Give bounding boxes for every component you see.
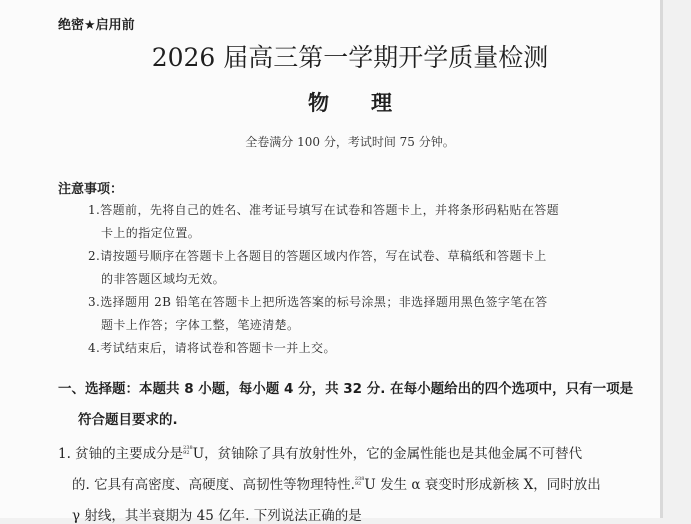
notice-line: 1.答题前，先将自己的姓名、准考证号填写在试卷和答题卡上，并将条形码粘贴在答题 (88, 203, 560, 217)
question-1-line-1: 1. 贫铀的主要成分是$^{238 92}$ U，贫铀除了具有放射性外，它的金属性能也是其他金属不可替代 (58, 445, 583, 462)
notice-line: 题卡上作答；字体工整，笔迹清楚。 (101, 318, 300, 332)
notice-line: 的非答题区域均无效。 (101, 272, 226, 286)
notice-line: 3.选择题用 2B 铅笔在答题卡上把所选答案的标号涂黑；非选择题用黑色签字笔在答 (88, 295, 548, 309)
subject-char-2: 理 (371, 90, 392, 115)
isotope-label: 238 92 (183, 445, 193, 456)
confidential-label: 绝密★启用前 (58, 18, 135, 33)
subject-char-1: 物 (308, 90, 329, 115)
score-info: 全卷满分 100 分，考试时间 75 分钟。 (245, 135, 455, 149)
question-1-line-2: 的. 它具有高密度、高硬度、高韧性等物理特性.$^{238 92}$ U 发生 α 衰变时形成新核 X，同时放出 (72, 476, 601, 493)
notice-line: 2.请按题号顺序在答题卡上各题目的答题区域内作答，写在试卷、草稿纸和答题卡上 (88, 249, 547, 263)
section-heading-cont: 符合题目要求的. (78, 412, 178, 428)
subject-title (0, 87, 691, 117)
section-heading: 一、选择题：本题共 8 小题，每小题 4 分，共 32 分. 在每小题给出的四个选项中，只有一项是 (58, 381, 634, 397)
notice-heading: 注意事项： (58, 182, 124, 197)
isotope-label: 238 92 (354, 476, 365, 487)
page-edge (660, 0, 663, 518)
exam-title: 2026 届高三第一学期开学质量检测 (151, 43, 549, 72)
question-1-line-3: γ 射线，其半衰期为 45 亿年. 下列说法正确的是 (72, 508, 362, 524)
notice-line: 卡上的指定位置。 (101, 226, 201, 240)
notice-line: 4.考试结束后，请将试卷和答题卡一并上交。 (88, 341, 336, 355)
